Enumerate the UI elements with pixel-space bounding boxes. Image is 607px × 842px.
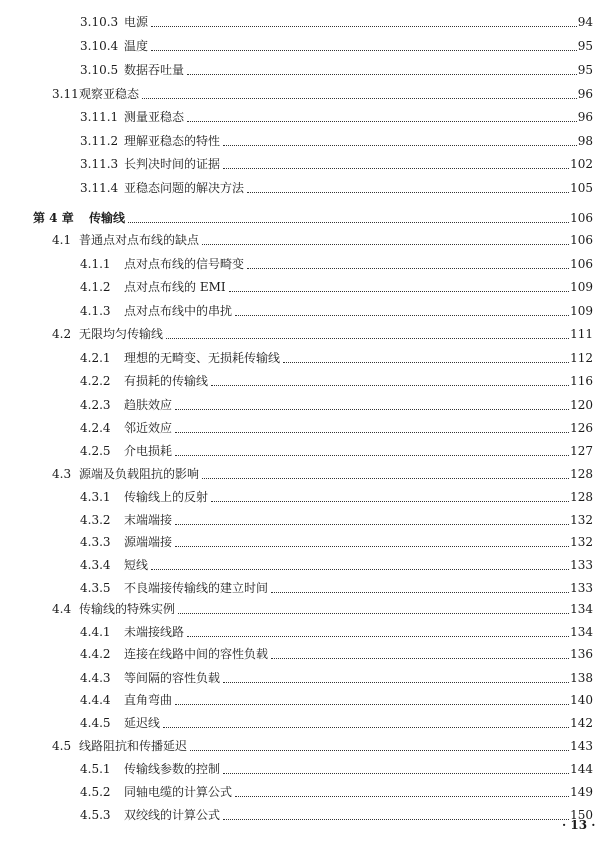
- toc-entry[interactable]: [80, 107, 593, 127]
- page-number-ref: 140: [570, 693, 593, 707]
- toc-entry[interactable]: [80, 371, 593, 391]
- toc-entry[interactable]: [52, 599, 593, 619]
- section-number: 4.2.5: [80, 444, 111, 458]
- section-title: 亚稳态问题的解决方法: [124, 181, 245, 195]
- section-title: 线路阻抗和传播延迟: [79, 739, 188, 753]
- page-number-ref: 94: [577, 15, 593, 29]
- section-number: 3.11.4: [80, 181, 119, 195]
- dot-leader: [211, 500, 569, 502]
- page-number-ref: 112: [570, 351, 593, 365]
- section-number: 3.10.3: [80, 15, 119, 29]
- page-number-ref: 132: [570, 513, 593, 527]
- page-number-ref: 142: [570, 716, 593, 730]
- page-number-ref: 116: [570, 374, 593, 388]
- section-title: 理解亚稳态的特性: [124, 134, 221, 148]
- section-title: 无限均匀传输线: [79, 327, 164, 341]
- section-title: 理想的无畸变、无损耗传输线: [124, 351, 281, 365]
- toc-entry[interactable]: [80, 622, 593, 642]
- toc-entry[interactable]: [80, 348, 593, 368]
- section-title: 直角弯曲: [124, 693, 173, 707]
- toc-entry[interactable]: [80, 254, 593, 274]
- page-number-ref: 134: [570, 625, 593, 639]
- section-title: 点对点布线中的串扰: [124, 304, 233, 318]
- section-number: 4.3: [52, 467, 72, 481]
- section-number: 4.1: [52, 233, 72, 247]
- section-number: 4.5.3: [80, 808, 111, 822]
- dot-leader: [211, 384, 569, 386]
- toc-entry[interactable]: [80, 154, 593, 174]
- page-number-ref: 98: [577, 134, 593, 148]
- section-number: 3.11: [52, 87, 79, 101]
- section-title: 传输线的特殊实例: [79, 602, 176, 616]
- page-number-ref: 128: [570, 490, 593, 504]
- section-title: 短线: [124, 558, 149, 572]
- toc-entry[interactable]: [80, 759, 593, 779]
- section-title: 数据吞吐量: [124, 63, 185, 77]
- page-number-ref: 95: [577, 39, 593, 53]
- dot-leader: [223, 167, 569, 169]
- section-title: 长判决时间的证据: [124, 157, 221, 171]
- section-number: 4.4.2: [80, 647, 111, 661]
- section-number: 4.4.1: [80, 625, 111, 639]
- section-title: 点对点布线的 EMI: [124, 280, 226, 294]
- section-title: 传输线参数的控制: [124, 762, 221, 776]
- dot-leader: [223, 681, 569, 683]
- section-title: 传输线上的反射: [124, 490, 209, 504]
- dot-leader: [271, 657, 569, 659]
- toc-entry[interactable]: [52, 464, 593, 484]
- dot-leader: [175, 545, 569, 547]
- section-number: 4.5.1: [80, 762, 111, 776]
- dot-leader: [202, 243, 569, 245]
- toc-entry[interactable]: [80, 12, 593, 32]
- section-title: 观察亚稳态: [79, 87, 140, 101]
- toc-entry[interactable]: [80, 301, 593, 321]
- page-number-ref: 105: [570, 181, 593, 195]
- toc-entry[interactable]: [80, 555, 593, 575]
- section-number: 4.3.2: [80, 513, 111, 527]
- dot-leader: [229, 290, 569, 292]
- section-number: 4.2.2: [80, 374, 111, 388]
- page-number-ref: 150: [570, 808, 593, 822]
- section-number: 4.5.2: [80, 785, 111, 799]
- page-number-ref: 134: [570, 602, 593, 616]
- toc-entry[interactable]: [80, 805, 593, 825]
- section-title: 传输线: [89, 211, 126, 225]
- page-number-ref: 120: [570, 398, 593, 412]
- page-number-ref: 136: [570, 647, 593, 661]
- toc-entry[interactable]: [52, 324, 593, 344]
- section-number: 4.4: [52, 602, 72, 616]
- section-title: 普通点对点布线的缺点: [79, 233, 200, 247]
- dot-leader: [202, 477, 569, 479]
- dot-leader: [223, 144, 577, 146]
- dot-leader: [151, 568, 569, 570]
- page-number-ref: 144: [570, 762, 593, 776]
- dot-leader: [166, 337, 569, 339]
- section-number: 3.10.4: [80, 39, 119, 53]
- section-number: 4.4.3: [80, 671, 111, 685]
- page-number-ref: 149: [570, 785, 593, 799]
- section-title: 不良端接传输线的建立时间: [124, 581, 269, 595]
- section-title: 末端端接: [124, 513, 173, 527]
- dot-leader: [175, 523, 569, 525]
- section-number: 4.3.4: [80, 558, 111, 572]
- dot-leader: [235, 795, 569, 797]
- dot-leader: [223, 818, 569, 820]
- dot-leader: [187, 73, 577, 75]
- page-number-ref: 133: [570, 581, 593, 595]
- toc-entry[interactable]: [80, 418, 593, 438]
- toc-entry[interactable]: [80, 487, 593, 507]
- section-title: 连接在线路中间的容性负载: [124, 647, 269, 661]
- section-number: 4.2.4: [80, 421, 111, 435]
- toc-entry[interactable]: [52, 84, 593, 104]
- toc-entry[interactable]: [80, 277, 593, 297]
- section-number: 3.10.5: [80, 63, 119, 77]
- dot-leader: [187, 120, 577, 122]
- page-number-ref: 133: [570, 558, 593, 572]
- toc-entry[interactable]: [80, 668, 593, 688]
- page-number-ref: 106: [570, 211, 593, 225]
- section-title: 介电损耗: [124, 444, 173, 458]
- section-title: 源端端接: [124, 535, 173, 549]
- page-number-ref: 95: [577, 63, 593, 77]
- toc-entry[interactable]: [80, 644, 593, 664]
- dot-leader: [235, 314, 569, 316]
- section-number: 4.2.1: [80, 351, 111, 365]
- section-title: 源端及负载阻抗的影响: [79, 467, 200, 481]
- toc-entry[interactable]: [80, 131, 593, 151]
- page-number-ref: 143: [570, 739, 593, 753]
- section-number: 4.1.2: [80, 280, 111, 294]
- section-title: 温度: [124, 39, 149, 53]
- dot-leader: [271, 591, 569, 593]
- page-number-ref: 126: [570, 421, 593, 435]
- toc-entry[interactable]: [80, 782, 593, 802]
- page-number-ref: 132: [570, 535, 593, 549]
- section-title: 未端接线路: [124, 625, 185, 639]
- toc-entry[interactable]: [33, 208, 593, 228]
- section-title: 趋肤效应: [124, 398, 173, 412]
- toc-entry[interactable]: [80, 60, 593, 80]
- section-number: 第 4 章: [33, 211, 74, 225]
- section-number: 3.11.2: [80, 134, 119, 148]
- section-number: 4.2: [52, 327, 72, 341]
- dot-leader: [187, 635, 569, 637]
- section-number: 4.4.5: [80, 716, 111, 730]
- section-number: 4.5: [52, 739, 72, 753]
- dot-leader: [151, 25, 577, 27]
- section-title: 同轴电缆的计算公式: [124, 785, 233, 799]
- section-number: 4.1.1: [80, 257, 111, 271]
- dot-leader: [175, 454, 569, 456]
- section-title: 电源: [124, 15, 149, 29]
- toc-entry[interactable]: [52, 736, 593, 756]
- toc-entry[interactable]: [80, 713, 593, 733]
- page-number-ref: 109: [570, 280, 593, 294]
- toc-entry[interactable]: [80, 510, 593, 530]
- page-number-ref: 102: [570, 157, 593, 171]
- section-number: 4.3.5: [80, 581, 111, 595]
- section-title: 等间隔的容性负载: [124, 671, 221, 685]
- dot-leader: [128, 221, 569, 223]
- dot-leader: [190, 749, 569, 751]
- toc-entry[interactable]: [80, 690, 593, 710]
- dot-leader: [247, 191, 569, 193]
- page-number-ref: 127: [570, 444, 593, 458]
- dot-leader: [283, 361, 569, 363]
- toc-entry[interactable]: [52, 230, 593, 250]
- section-number: 4.3.1: [80, 490, 111, 504]
- dot-leader: [175, 431, 569, 433]
- dot-leader: [151, 49, 577, 51]
- page-number-ref: 128: [570, 467, 593, 481]
- section-number: 4.1.3: [80, 304, 111, 318]
- section-number: 4.2.3: [80, 398, 111, 412]
- toc-entry[interactable]: [80, 178, 593, 198]
- page-number-ref: 109: [570, 304, 593, 318]
- section-title: 邻近效应: [124, 421, 173, 435]
- section-title: 延迟线: [124, 716, 161, 730]
- dot-leader: [175, 408, 569, 410]
- toc-entry[interactable]: [80, 36, 593, 56]
- section-number: 4.3.3: [80, 535, 111, 549]
- section-number: 4.4.4: [80, 693, 111, 707]
- page-number-ref: 96: [577, 110, 593, 124]
- page-number-ref: 106: [570, 233, 593, 247]
- dot-leader: [142, 97, 577, 99]
- section-title: 点对点布线的信号畸变: [124, 257, 245, 271]
- dot-leader: [163, 726, 569, 728]
- toc-entry[interactable]: [80, 395, 593, 415]
- section-number: 3.11.3: [80, 157, 119, 171]
- page-number: · 13 ·: [562, 818, 596, 832]
- dot-leader: [178, 612, 569, 614]
- dot-leader: [223, 772, 569, 774]
- page-number-ref: 138: [570, 671, 593, 685]
- section-title: 双绞线的计算公式: [124, 808, 221, 822]
- section-title: 测量亚稳态: [124, 110, 185, 124]
- dot-leader: [247, 267, 569, 269]
- page-number-ref: 111: [570, 327, 593, 341]
- page-number-ref: 96: [577, 87, 593, 101]
- section-title: 有损耗的传输线: [124, 374, 209, 388]
- section-number: 3.11.1: [80, 110, 119, 124]
- dot-leader: [175, 703, 569, 705]
- toc-entry[interactable]: [80, 441, 593, 461]
- page-number-ref: 106: [570, 257, 593, 271]
- toc-entry[interactable]: [80, 578, 593, 598]
- toc-entry[interactable]: [80, 532, 593, 552]
